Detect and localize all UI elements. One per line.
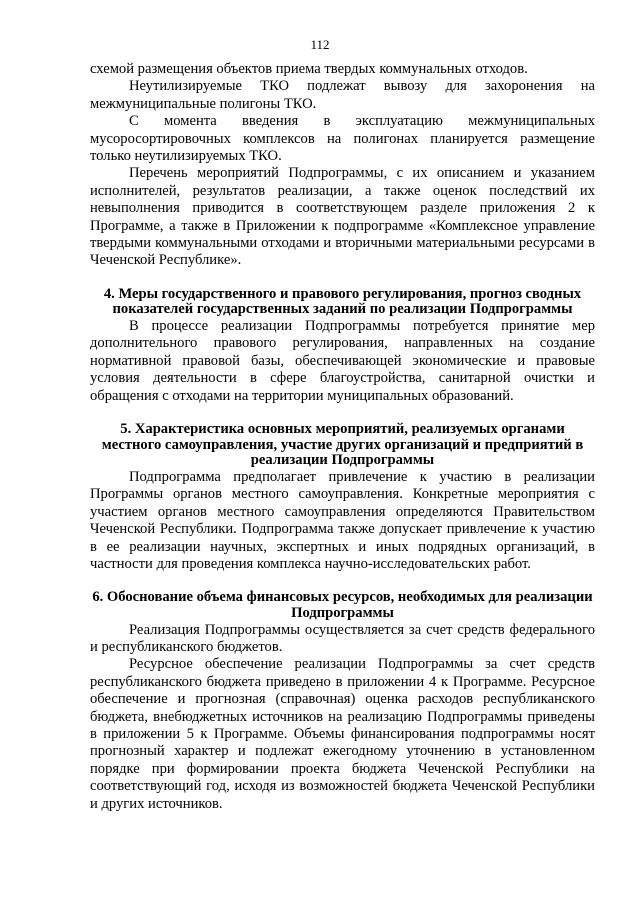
section-heading-6: 6. Обоснование объема финансовых ресурсов, необходимых для реализации Подпрограммы: [92, 589, 593, 621]
paragraph: схемой размещения объектов приема твердых коммунальных отходов.: [90, 61, 528, 77]
paragraph: В процессе реализации Подпрограммы потребуется принятие мер дополнительного правового регулирования, направленных на создание нормативной правовой базы, обеспечивающей экономические и правовые условия деятельности в сфере благоустройства, санитарной очистки и обращения с отходами на территории муниципальных образований.: [90, 318, 595, 404]
section-heading-4: 4. Меры государственного и правового регулирования, прогноз сводных показателей государственных заданий по реализации Подпрограммы: [103, 285, 582, 318]
paragraph: С момента введения в эксплуатацию межмуниципальных мусоросортировочных комплексов на полигонах планируется размещение только неутилизируемых ТКО.: [90, 113, 595, 165]
paragraph: Подпрограмма предполагает привлечение к участию в реализации Программы органов местного самоуправления. Конкретные мероприятия с участием органов местного самоуправления определяются Правительством Чеченской Республики. Подпрограмма также допускает привлечение к участию в ее реализации научных, экспертных и иных подрядных организаций, в частности для проведения комплекса научно-исследовательских работ.: [90, 468, 595, 572]
paragraph: Перечень мероприятий Подпрограммы, с их описанием и указанием исполнителей, результатов реализации, а также оценок последствий их невыполнения приводится в соответствующем разделе приложения 2 к Программе, а также в Приложении к подпрограмме «Комплексное управление твердыми коммунальными отходами и вторичными материальными ресурсами в Чеченской Республике».: [90, 165, 595, 269]
paragraph: Неутилизируемые ТКО подлежат вывозу для захоронения на межмуниципальные полигоны ТКО.: [90, 78, 595, 112]
section-heading-5: 5. Характеристика основных мероприятий, реализуемых органами местного самоуправления, участие других организаций и предприятий в реализации Подпрограммы: [101, 421, 584, 469]
page-number: 112: [310, 37, 330, 52]
document-body: [90, 61, 595, 813]
paragraph: Реализация Подпрограммы осуществляется за счет средств федерального и республиканского бюджетов.: [90, 621, 595, 655]
paragraph: Ресурсное обеспечение реализации Подпрограммы за счет средств республиканского бюджета приведено в приложении 4 к Программе. Ресурсное обеспечение и прогнозная (справочная) оценка расходов республиканского бюджета, внебюджетных источников на реализацию Подпрограммы приведены в приложении 5 к Программе. Объемы финансирования подпрограммы носят прогнозный характер и подлежат ежегодному уточнению в установленном порядке при формировании проекта бюджета Чеченской Республики на соответствующий год, исходя из возможностей бюджета Чеченской Республики и других источников.: [90, 656, 595, 812]
